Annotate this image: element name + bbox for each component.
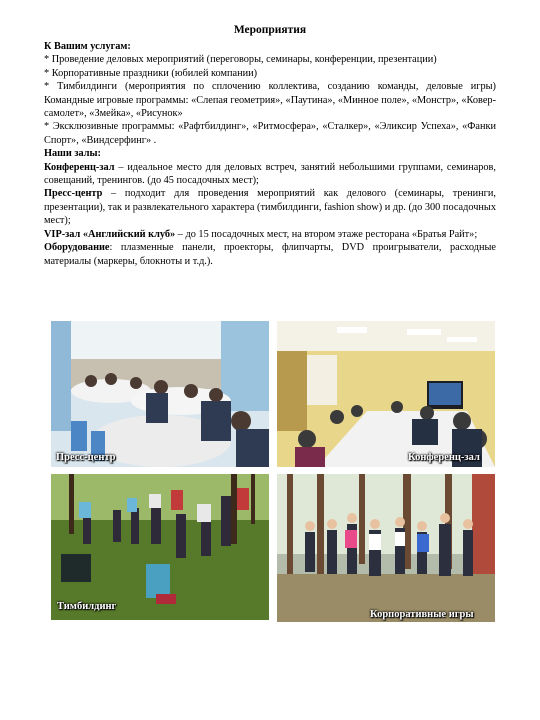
photo-conference-hall (277, 321, 495, 467)
hall-press (44, 187, 496, 227)
equipment (44, 241, 496, 268)
services-heading: К Вашим услугам: (44, 41, 131, 52)
hall-conference-text: – идеальное место для деловых встреч, занятий небольшими группами, семинаров, совещаний, тренингов. (до 45 посадочных мест); (44, 161, 496, 187)
photo-caption-teambuilding: Тимбилдинг (57, 601, 117, 612)
service-item-business-events: * Проведение деловых мероприятий (переговоры, семинары, конференции, презентации) (44, 54, 437, 66)
photo-corporate-games (277, 474, 495, 622)
halls-heading: Наши залы: (44, 148, 101, 160)
hall-press-name: Пресс-центр (44, 188, 103, 200)
page-title: Мероприятия (233, 24, 307, 36)
equipment-text: : плазменные панели, проекторы, флипчарты, DVD проигрыватели, расходные материалы (маркеры, блокноты и т.д.). (44, 242, 496, 267)
photo-press-center (51, 321, 269, 467)
photo-caption-conference: Конференц-зал (408, 452, 480, 463)
photo-teambuilding (51, 474, 269, 620)
service-item-exclusive-programs: * Эксклюзивные программы: «Рафтбилдинг», «Ритмосфера», «Сталкер», «Эликсир Успеха», «Фанки Спорт», «Виндсерфинг» . (44, 121, 496, 146)
photo-caption-corporate: Корпоративные игры (370, 609, 474, 620)
photo-caption-press: Пресс-центр (56, 452, 116, 463)
services-text-block (44, 40, 496, 268)
hall-conference-name: Конференц-зал (44, 161, 115, 173)
hall-vip-text: – до 15 посадочных мест, на втором этаже ресторана «Братья Райт»; (175, 228, 478, 240)
service-item-corporate-holidays: * Корпоративные праздники (юбилей компании) (44, 67, 258, 79)
service-item-teambuilding: * Тимбилдинги (мероприятия по сплочению коллектива, созданию команды, деловые игры) Командные игровые программы: «Слепая геометрия», «Паутина», «Минное поле», «Монстр», «Ковер-самолет», «Змейка», «Рисунок» (44, 81, 496, 120)
hall-conference (44, 161, 496, 188)
equipment-name: Оборудование (44, 242, 110, 254)
hall-vip (44, 228, 496, 241)
hall-vip-name: VIP-зал «Английский клуб» (44, 228, 176, 240)
hall-press-text: – подходит для проведения мероприятий как делового (семинары, тренинги, презентации), так и развлекательного характера (тимбилдинги, fashion show) и др. (до 300 посадочных мест); (44, 188, 496, 227)
